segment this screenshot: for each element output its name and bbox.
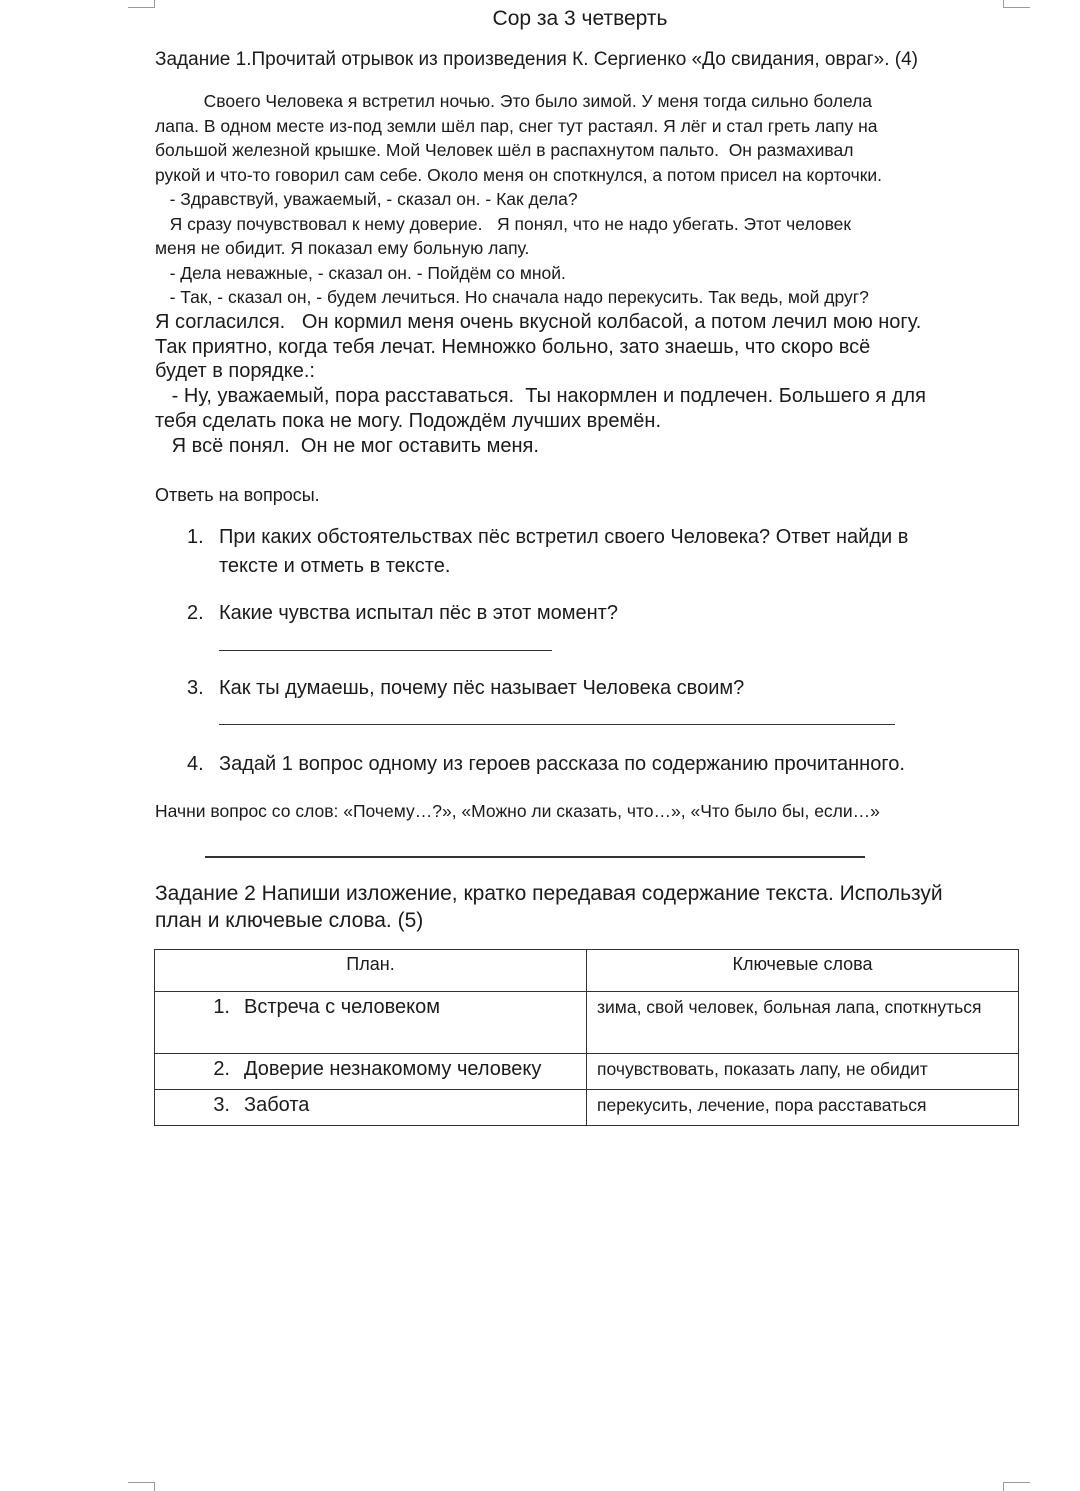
page-title: Сор за 3 четверть [492, 7, 668, 30]
task2-heading: план и ключевые слова. (5) [155, 909, 424, 932]
keywords-cell: зима, свой человек, больная лапа, споткнуться [587, 992, 1019, 1054]
passage-line: Я согласился. Он кормил меня очень вкусной колбасой, а потом лечил мою ногу. [155, 311, 922, 333]
question-text: Задай 1 вопрос одному из героев рассказа по содержанию прочитанного. [219, 753, 905, 775]
question-number: 1. [187, 526, 204, 548]
plan-cell [155, 992, 587, 1054]
table-header-row [155, 950, 1019, 992]
crop-mark-bottom-right [1003, 1482, 1030, 1491]
answer-line[interactable] [219, 650, 552, 651]
column-header-plan: План. [155, 950, 587, 992]
passage-line: Так приятно, когда тебя лечат. Немножко больно, зато знаешь, что скоро всё [155, 336, 871, 358]
passage-line: - Ну, уважаемый, пора расставаться. Ты накормлен и подлечен. Большего я для [155, 385, 926, 407]
question-text: Какие чувства испытал пёс в этот момент? [219, 602, 618, 624]
question-number: 2. [187, 602, 204, 624]
answer-line[interactable] [219, 724, 895, 725]
plan-item: Доверие незнакомому человеку [244, 1058, 542, 1080]
passage-line: меня не обидит. Я показал ему больную лапу. [155, 238, 530, 258]
plan-cell [155, 1090, 587, 1126]
table-row [155, 1090, 1019, 1126]
passage-line: рукой и что-то говорил сам себе. Около меня он споткнулся, а потом присел на корточки. [155, 165, 883, 185]
plan-table [154, 949, 1019, 1126]
passage-line: Я сразу почувствовал к нему доверие. Я понял, что не надо убегать. Этот человек [155, 214, 852, 234]
question-text: При каких обстоятельствах пёс встретил своего Человека? Ответ найди в [219, 526, 909, 548]
question-text: тексте и отметь в тексте. [219, 555, 451, 577]
passage-line: тебя сделать пока не могу. Подождём лучших времён. [155, 410, 661, 432]
plan-number: 2. [213, 1058, 230, 1080]
question-number: 3. [187, 677, 204, 699]
passage-line: - Дела неважные, - сказал он. - Пойдём со мной. [155, 263, 566, 283]
keywords-cell: почувствовать, показать лапу, не обидит [587, 1054, 1019, 1090]
plan-cell [155, 1054, 587, 1090]
passage-line: Я всё понял. Он не мог оставить меня. [155, 435, 539, 457]
task2-heading: Задание 2 Напиши изложение, кратко передавая содержание текста. Используй [155, 882, 943, 905]
question-text: Как ты думаешь, почему пёс называет Человека своим? [219, 677, 745, 699]
passage-line: - Здравствуй, уважаемый, - сказал он. - Как дела? [155, 189, 578, 209]
plan-number: 3. [213, 1094, 230, 1116]
table-row [155, 1054, 1019, 1090]
table-row [155, 992, 1019, 1054]
passage-line: большой железной крышке. Мой Человек шёл в распахнутом пальто. Он размахивал [155, 140, 854, 160]
plan-item: Встреча с человеком [244, 996, 441, 1018]
passage-line: - Так, - сказал он, - будем лечиться. Но сначала надо перекусить. Так ведь, мой друг? [155, 287, 869, 307]
plan-item: Забота [244, 1094, 310, 1116]
column-header-keywords: Ключевые слова [587, 950, 1019, 992]
question-number: 4. [187, 753, 204, 775]
answer-prompt: Ответь на вопросы. [155, 485, 320, 505]
task1-heading: Задание 1.Прочитай отрывок из произведения К. Сергиенко «До свидания, овраг». (4) [155, 49, 918, 70]
keywords-cell: перекусить, лечение, пора расставаться [587, 1090, 1019, 1126]
passage-line: будет в порядке.: [155, 360, 315, 382]
crop-mark-bottom-left [128, 1482, 155, 1491]
passage-line: лапа. В одном месте из-под земли шёл пар, снег тут растаял. Я лёг и стал греть лапу на [155, 116, 878, 136]
plan-number: 1. [213, 996, 230, 1018]
passage-line: Своего Человека я встретил ночью. Это было зимой. У меня тогда сильно болела [155, 91, 873, 111]
question-hint: Начни вопрос со слов: «Почему…?», «Можно ли сказать, что…», «Что было бы, если…» [155, 801, 880, 821]
answer-line[interactable] [205, 856, 865, 858]
